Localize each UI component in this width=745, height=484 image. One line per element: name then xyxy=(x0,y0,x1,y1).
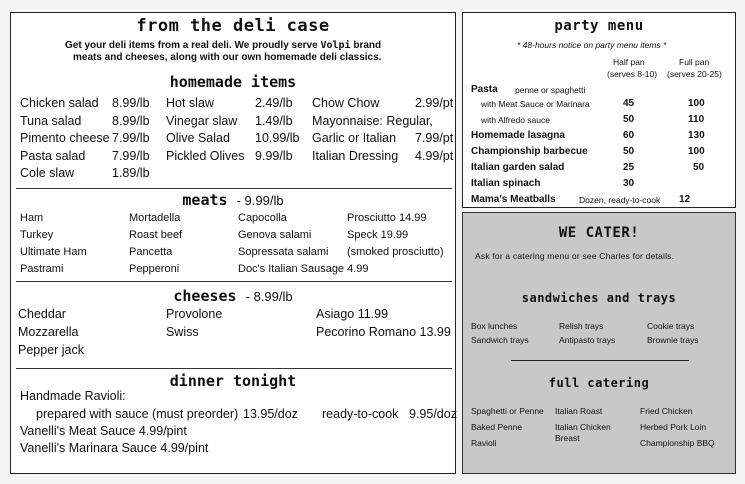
party-item-half-price: 50 xyxy=(623,146,635,157)
meatballs-price: 12 xyxy=(679,194,691,205)
volpi-brand: Volpi xyxy=(320,40,351,51)
party-item-full-price: 110 xyxy=(688,114,705,125)
homemade-item-name: Tuna salad xyxy=(20,113,82,128)
cheese-item: Asiago 11.99 xyxy=(316,307,389,321)
party-item-name: Championship barbecue xyxy=(471,146,588,157)
party-item-name: Homemade lasagna xyxy=(471,130,565,141)
meat-item: Prosciutto 14.99 xyxy=(347,212,427,224)
homemade-item-price: 8.99/lb xyxy=(112,113,150,128)
full-catering-item: Baked Penne xyxy=(471,422,523,432)
meats-title xyxy=(11,191,455,209)
cheeses-price: - 8.99/lb xyxy=(245,289,293,304)
party-item-name: Italian spinach xyxy=(471,178,541,189)
party-item-full-price: 130 xyxy=(688,130,705,141)
cheeses-title-text: cheeses xyxy=(173,287,237,305)
divider xyxy=(16,188,452,189)
deli-intro-line-1 xyxy=(65,40,381,51)
party-menu-panel xyxy=(462,12,736,208)
meat-item: Capocolla xyxy=(238,212,287,224)
cheese-item: Swiss xyxy=(166,325,199,339)
pasta-note: penne or spaghetti xyxy=(515,85,586,95)
sandwich-item: Box lunches xyxy=(471,321,518,331)
party-menu-title: party menu xyxy=(554,18,644,34)
dinner-line-4: Vanelli's Marinara Sauce 4.99/pint xyxy=(20,441,209,455)
meats-title-text: meats xyxy=(182,191,228,209)
full-catering-item: Ravioli xyxy=(471,438,497,448)
sandwich-item: Sandwich trays xyxy=(471,335,529,345)
meat-item: Sopressata salami xyxy=(238,246,329,258)
full-catering-item: Herbed Pork Loin xyxy=(640,422,707,432)
party-item-half-price: 30 xyxy=(623,178,635,189)
deli-intro-line-2: meats and cheeses, along with our own homemade deli classics. xyxy=(73,52,382,63)
divider xyxy=(16,368,452,369)
homemade-item-price: 4.99/pt xyxy=(415,148,454,163)
meat-item: Ham xyxy=(20,212,44,224)
party-item-name: with Alfredo sauce xyxy=(481,115,550,125)
homemade-item-name: Cole slaw xyxy=(20,166,75,180)
homemade-item-price: 7.99/lb xyxy=(112,148,150,163)
homemade-item-price: 8.99/lb xyxy=(112,96,150,110)
homemade-item-price: 1.49/lb xyxy=(255,113,293,128)
dinner-line-3: Vanelli's Meat Sauce 4.99/pint xyxy=(20,424,187,438)
party-item-full-price: 100 xyxy=(688,146,705,157)
full-catering-item: Breast xyxy=(555,433,580,443)
dinner-line-2a: prepared with sauce (must preorder) xyxy=(36,407,239,421)
cheese-item: Provolone xyxy=(166,307,223,321)
meat-item: Turkey xyxy=(20,229,54,241)
half-pan-serves: (serves 8-10) xyxy=(607,69,658,79)
deli-case-panel xyxy=(10,12,456,474)
homemade-item-name: Chow Chow xyxy=(312,96,380,110)
homemade-item-price: 2.49/lb xyxy=(255,96,293,110)
dinner-line-2c: ready-to-cook xyxy=(322,407,399,421)
full-pan-label: Full pan xyxy=(679,57,710,67)
deli-case-title: from the deli case xyxy=(136,16,330,36)
homemade-title: homemade items xyxy=(169,73,297,91)
homemade-item-name: Garlic or Italian xyxy=(312,131,397,145)
catering-divider xyxy=(511,360,689,361)
cheeses-title xyxy=(11,287,455,305)
meat-item: Roast beef xyxy=(129,229,183,241)
intro-text-a: Get your deli items from a real deli. We proudly serve xyxy=(65,40,318,51)
meat-item: (smoked prosciutto) xyxy=(347,246,444,258)
catering-panel xyxy=(462,212,736,474)
meats-price: - 9.99/lb xyxy=(236,193,284,208)
homemade-item-name: Olive Salad xyxy=(166,131,230,145)
meat-item: Mortadella xyxy=(129,212,181,224)
dinner-line-1: Handmade Ravioli: xyxy=(20,389,126,403)
party-item-name: with Meat Sauce or Marinara xyxy=(481,99,590,109)
divider xyxy=(16,281,452,282)
sandwich-item: Cookie trays xyxy=(647,321,695,331)
party-item-full-price: 50 xyxy=(693,162,705,173)
cheese-item: Pepper jack xyxy=(18,343,85,357)
dinner-line-2b: 13.95/doz xyxy=(243,407,298,421)
meat-item: Ultimate Ham xyxy=(20,246,87,258)
homemade-item-name: Italian Dressing xyxy=(312,148,399,163)
catering-subtitle: Ask for a catering menu or see Charles for details. xyxy=(475,251,675,261)
meat-item: Genova salami xyxy=(238,229,312,241)
cheese-item: Mozzarella xyxy=(18,325,79,339)
party-item-name: Italian garden salad xyxy=(471,162,565,173)
we-cater-title: WE CATER! xyxy=(558,225,640,241)
full-catering-item: Fried Chicken xyxy=(640,406,693,416)
homemade-item-name: Hot slaw xyxy=(166,96,214,110)
meat-item: Pancetta xyxy=(129,246,173,258)
party-item-half-price: 60 xyxy=(623,130,635,141)
full-catering-title: full catering xyxy=(548,376,650,390)
intro-text-b: brand xyxy=(353,40,382,51)
half-pan-label: Half pan xyxy=(613,57,645,67)
homemade-item-name: Pickled Olives xyxy=(166,148,245,163)
cheese-item: Cheddar xyxy=(18,307,66,321)
homemade-item-price: 9.99/lb xyxy=(255,148,293,163)
meat-item: Pastrami xyxy=(20,263,64,275)
homemade-item-name: Chicken salad xyxy=(20,96,99,110)
meat-item: Doc's Italian Sausage 4.99 xyxy=(238,263,369,275)
party-item-half-price: 45 xyxy=(623,98,635,109)
meatballs-note: Dozen, ready-to-cook xyxy=(579,195,661,205)
dinner-line-2d: 9.95/doz xyxy=(409,407,457,421)
sandwiches-title: sandwiches and trays xyxy=(521,291,677,305)
sandwich-item: Relish trays xyxy=(559,321,604,331)
pasta-label: Pasta xyxy=(471,84,498,95)
sandwich-item: Antipasto trays xyxy=(559,335,616,345)
homemade-item-price: 10.99/lb xyxy=(255,131,300,145)
homemade-item-name: Mayonnaise: Regular, xyxy=(312,113,433,128)
full-catering-item: Spaghetti or Penne xyxy=(471,406,544,416)
full-catering-item: Championship BBQ xyxy=(640,438,715,448)
cheese-item: Pecorino Romano 13.99 xyxy=(316,325,451,339)
party-item-half-price: 25 xyxy=(623,162,635,173)
homemade-item-price: 1.89/lb xyxy=(112,166,150,180)
dinner-title: dinner tonight xyxy=(169,372,297,390)
homemade-item-name: Pimento cheese xyxy=(20,131,110,145)
party-notice: * 48-hours notice on party menu items * xyxy=(517,40,667,50)
meat-item: Pepperoni xyxy=(129,263,180,275)
party-item-half-price: 50 xyxy=(623,114,635,125)
full-catering-item: Italian Chicken xyxy=(555,422,611,432)
full-catering-item: Italian Roast xyxy=(555,406,603,416)
homemade-item-price: 2.99/pt xyxy=(415,96,454,110)
homemade-item-name: Pasta salad xyxy=(20,148,86,163)
homemade-item-price: 7.99/pt xyxy=(415,131,454,145)
homemade-item-name: Vinegar slaw xyxy=(166,113,238,128)
party-item-full-price: 100 xyxy=(688,98,705,109)
full-pan-serves: (serves 20-25) xyxy=(667,69,722,79)
homemade-item-price: 7.99/lb xyxy=(112,131,150,145)
sandwich-item: Brownie trays xyxy=(647,335,699,345)
meatballs-name: Mama's Meatballs xyxy=(471,194,556,205)
meat-item: Speck 19.99 xyxy=(347,229,409,241)
